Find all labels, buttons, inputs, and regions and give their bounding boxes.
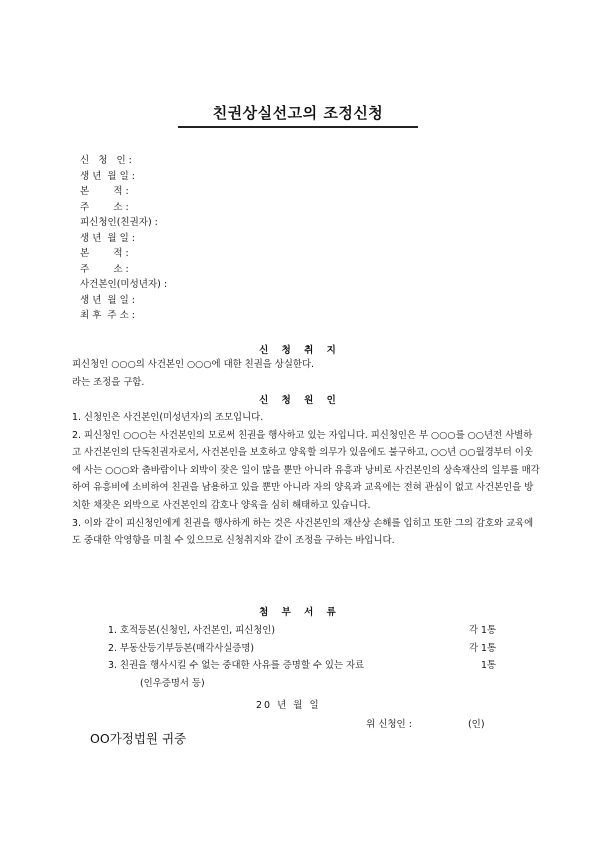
court-addressee: OO가정법원 귀중 [90,731,187,746]
document-title: 친권상실선고의 조정신청 [212,104,384,122]
applicant-label: 신 청 인 : [80,155,132,166]
signature-line [366,716,485,730]
attachment-qty: 1통 [480,660,496,672]
subject-label: 사건본인(미성년자) : [80,279,168,290]
attachment-item [108,657,508,675]
title-underline [178,126,418,128]
attachment-text: 3. 친권을 행사시킬 수 없는 중대한 사유를 증명할 수 있는 자료 [108,660,365,672]
applicant-domicile-label: 본 적 : [80,186,129,197]
attachment-item [108,622,508,640]
subject-birth-label: 생 년 월 일 : [80,294,136,306]
cause-paragraph: 3. 이와 같이 피신청인에게 친권을 행사하게 하는 것은 사건본인의 재산상 손해를 입히고 또한 그의 감호와 교육에도 중대한 악영향을 미칠 수 있으므로 신청취지와 같이 조정을 구하는 바입니다. [72,517,534,547]
purpose-section [72,356,540,391]
cause-paragraph: 2. 피신청인 ○○○는 사건본인의 모로써 친권을 행사하고 있는 자입니다. 피신청인은 부 ○○○를 ○○년전 사별하고 사건본인의 단독친권자로서, 사건본인을 보호하고 양육할 의무가 있음에도 불구하고, ○○년 ○○월경부터 이웃에 사는 ○○○와 춤바람이나 외박이 잦은 일이 많을 뿐만 아니라 유흥과 낭비로 사건본인의 상속재산의 일부를 매각하여 유흥비에 소비하여 친권을 남용하고 있을 뿐만 아니라 자의 양육과 교육에는 전혀 관심이 없고 사건본인을 방치한 채잦은 외박으로 사건본인의 감호나 양육을 심히 해태하고 있습니다. [72,429,540,511]
purpose-line: 피신청인 ○○○의 사건본인 ○○○에 대한 친권을 상실한다. [72,359,315,370]
date-line: 20 년 월 일 [256,700,321,711]
attachments-list [108,622,508,692]
attachment-text: 2. 부동산등기부등본(매각사실증명) [108,642,255,654]
attachments-heading: 첨 부 서 류 [259,607,341,618]
respondent-domicile-label: 본 적 : [80,248,129,259]
attachment-note: (인우증명서 등) [140,677,205,689]
attachment-qty: 각 1통 [468,642,496,654]
cause-heading: 신 청 원 인 [259,395,341,406]
purpose-line: 라는 조정을 구함. [72,376,145,388]
cause-paragraph: 1. 신청인은 사건본인(미성년자)의 조모입니다. [72,412,264,423]
party-info [80,153,167,324]
respondent-address-label: 주 소 : [80,263,129,275]
attachment-text: 1. 호적등본(신청인, 사건본인, 피신청인) [108,625,276,636]
respondent-label: 피신청인(친권자) : [80,217,158,228]
applicant-birth-label: 생 년 월 일 : [80,170,136,182]
purpose-heading: 신 청 취 지 [259,345,341,356]
attachment-item [108,640,508,658]
applicant-address-label: 주 소 : [80,201,129,213]
seal-mark: (인) [467,719,485,730]
signer-label: 위 신청인 : [366,719,412,730]
cause-section [72,409,540,550]
respondent-birth-label: 생 년 월 일 : [80,232,136,244]
attachment-qty: 각 1통 [468,625,496,636]
subject-last-address-label: 최 후 주 소 : [80,310,136,321]
